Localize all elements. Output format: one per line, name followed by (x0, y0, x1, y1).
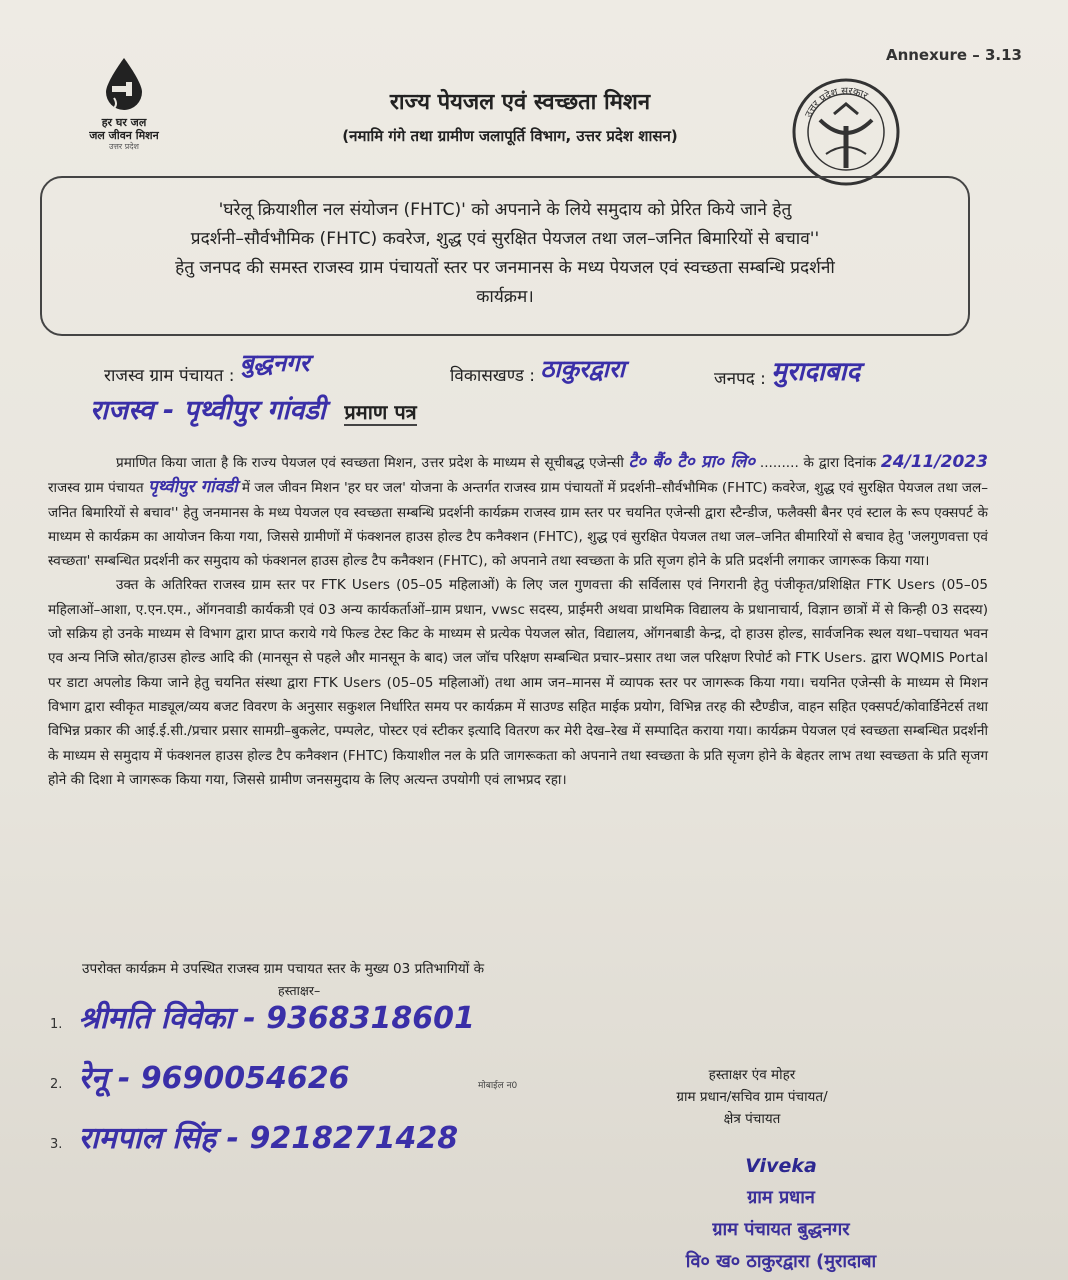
block-field (450, 356, 625, 389)
paragraph-2: उक्त के अतिरिक्त राजस्व ग्राम स्तर पर FTK Users (05–05 महिलाओं) के लिए जल गुणवत्ता की सर्विलास एवं निगरानी हेतु पंजीकृत/प्रशिक्षित FTK Users (05–05 महिलाओं–आशा, ए.एन.एम., ऑगनवाडी कार्यकत्री एवं 03 अन्य कार्यकर्ताओं–ग्राम प्रधान, vwsc सदस्य, प्राईमरी अथवा प्राथमिक विद्यालय के प्रधानाचार्य, विज्ञान छात्रों में से किन्ही 03 सदस्य) जो सक्रिय हो उनके माध्यम से विभाग द्वारा प्राप्त कराये गये फिल्ड टेस्ट किट के माध्यम से प्रत्येक पेयजल स्रोत, विद्यालय, ऑगनबाडी केन्द्र, दो हाउस होल्ड, सार्वजनिक स्थल यथा–पचायत भवन एव अन्य निजि स्रोत/हाउस होल्ड आदि की (मानसून से पहले और मानसून के बाद) जल जॉच परिक्षण सम्बन्धित प्रचार–प्रसार तथा जल परिक्षण रिपोर्ट को FTK Users. द्वारा WQMIS Portal पर डाटा अपलोड किया जाने हेतु चयनित संस्था द्वारा FTK Users (05–05 महिलाओं) तथा आम जन–मानस में व्यापक स्तर पर जागरूक किया गया। चयनित एजेन्सी के माध्यम से मिशन विभाग द्वारा स्वीकृत माड्यूल/व्यय बजट विवरण के अनुसार सकुशल निर्धारित समय पर कार्यक्रम में साउण्ड सहित माईक प्रयोग, विभिन्न तरह की स्टैण्डीज, वाहन सहित एक्सपर्ट/कोवार्डिनेटर्स तथा विभिन्न प्रकार की आई.ई.सी./प्रचार प्रसार सामग्री–बुकलेट, पम्पलेट, पोस्टर एवं स्टीकर इत्यादि वितरण कर मेरी देख–रेख में सम्पादित कराया गया। कार्यक्रम पेयजल एवं स्वच्छता सम्बन्धित प्रदर्शनी के माध्यम से समुदाय में फंक्शनल हाउस होल्ड टैप कनैक्शन (FHTC) कियाशील नल के प्रति जागरूकता को अपनाने तथा स्वच्छता के प्रति सृजग होने के बेहतर लाभ तथा स्वच्छता के प्रति सृजग होने की दिशा मे जागरूक किया गया, जिससे ग्रामीण जनसमुदाय के लिए अत्यन्त उपयोगी एवं लाभप्रद रहा। (48, 577, 988, 788)
box-line-4: कार्यक्रम। (476, 287, 534, 307)
box-line-2: प्रदर्शनी–सौर्वभौमिक (FHTC) कवरेज, शुद्ध एवं सुरक्षित पेयजल तथा जल–जनित बिमारियों से बचाव'' (190, 229, 820, 249)
box-line-1: 'घरेलू क्रियाशील नल संयोजन (FHTC)' को अपनाने के लिये समुदाय को प्रेरित किये जाने हेतु (218, 200, 792, 220)
seal-line-3: क्षेत्र पंचायत (723, 1111, 781, 1127)
mobile-label: मोबाईल न0 (478, 1081, 518, 1091)
seal-line-2: ग्राम प्रधान/सचिव ग्राम पंचायत/ (676, 1089, 828, 1105)
district-value: मुरादाबाद (771, 357, 861, 387)
handwritten-signature: रामपाल सिंह - 9218271428 (78, 1121, 459, 1156)
block-value: ठाकुरद्वारा (540, 355, 625, 383)
agency-name: टै० बैं० टै० प्रा० लि० (628, 452, 756, 472)
certificate-body (48, 450, 988, 792)
logo-line-1: हर घर जल (101, 116, 147, 129)
stamp-line-1: ग्राम प्रधान (747, 1187, 815, 1208)
signature-number: 3. (50, 1137, 63, 1152)
seal-line-1: हस्ताक्षर एंव मोहर (708, 1067, 796, 1083)
village-name: पृथ्वीपुर गांवडी (147, 477, 238, 498)
emblem-text: उत्तर प्रदेश सरकार (803, 85, 870, 120)
gram-panchayat-label: राजस्व ग्राम पंचायत : (104, 366, 235, 386)
header-title: राज्य पेयजल एवं स्वच्छता मिशन (389, 90, 651, 115)
pradhan-signature: Viveka (745, 1155, 817, 1177)
seal-caption (622, 1064, 882, 1130)
gram-panchayat-value: बुद्धनगर (239, 349, 310, 377)
certificate-title (90, 390, 417, 427)
program-title-box (40, 176, 970, 336)
p1-text-d: में जल जीवन मिशन 'हर घर जल' योजना के अन्तर्गत राजस्व ग्राम पंचायतों में प्रदर्शनी–सौर्वभौमिक (FHTC) कवरेज, शुद्ध एवं सुरक्षित पेयजल तथा जल–जनित बिमारियों से बचाव'' हेतु जनमानस के मध्य पेयजल एव स्वच्छता सम्बन्धि प्रदर्शनी कार्यक्रम राजस्व ग्राम स्तर पर चयनित एजेन्सी द्वारा स्टैन्डीज, फलैक्सी बैनर एवं स्टाल के रूप एक्सपर्ट के माध्यम से कार्यक्रम का आयोजन किया गया, जिससे ग्रामीणों में फंक्शनल हाउस होल्ड टैप कनैक्शन (FHTC), शुद्ध एवं सुरक्षित पेयजल तथा जल–जनित बीमारियों से बचाव हेतु 'जलगुणवत्ता एवं स्वच्छता' सम्बन्धित प्रदर्शनी कर समुदाय को फंक्शनल हाउस होल्ड टैप कनैक्शन (FHTC), को अपनाने तथा स्वच्छता के प्रति सृजग होने के प्रति प्रदर्शनी लगाकर जागरूक किया गया। (48, 480, 988, 570)
box-line-3: हेतु जनपद की समस्त राजस्व ग्राम पंचायतों स्तर पर जनमानस के मध्य पेयजल एवं स्वच्छता सम्बन्धि प्रदर्शनी (175, 258, 835, 278)
district-field (714, 356, 860, 392)
jal-jeevan-mission-logo (76, 56, 172, 152)
participant-signature-1 (50, 996, 475, 1037)
certificate-heading: प्रमाण पत्र (344, 400, 417, 424)
stamp-line-3: वि० ख० ठाकुरद्वारा (मुरादाबा (685, 1251, 877, 1272)
logo-line-3: उत्तर प्रदेश (109, 142, 139, 151)
header-subtitle: (नमामि गंगे तथा ग्रामीण जलापूर्ति विभाग, उत्तर प्रदेश शासन) (342, 127, 678, 145)
block-label: विकासखण्ड : (450, 366, 536, 386)
p1-text-b: ......... के द्वारा दिनांक (759, 455, 877, 471)
gram-panchayat-field (104, 349, 310, 389)
pradhan-stamp (636, 1150, 926, 1278)
signature-number: 2. (50, 1077, 63, 1092)
program-date: 24/11/2023 (880, 452, 988, 472)
participant-signature-2 (50, 1056, 350, 1097)
handwritten-village: राजस्व - पृथ्वीपुर गांवडी (90, 395, 326, 426)
signature-number: 1. (50, 1017, 63, 1032)
annexure-label: Annexure – 3.13 (885, 46, 1022, 64)
handwritten-signature: रेनू - 9690054626 (78, 1061, 350, 1096)
signature-label: हस्ताक्षर– (278, 983, 321, 998)
stamp-line-2: ग्राम पंचायत बुद्धनगर (712, 1219, 850, 1240)
handwritten-signature: श्रीमति विवेका - 9368318601 (78, 1001, 475, 1036)
p1-text-a: प्रमाणित किया जाता है कि राज्य पेयजल एवं स्वच्छता मिशन, उत्तर प्रदेश के माध्यम से सूचीबद्ध एजेन्सी (116, 455, 624, 471)
p1-text-c: राजस्व ग्राम पंचायत (48, 480, 144, 497)
paragraph-1 (48, 450, 988, 573)
participants-intro: उपरोक्त कार्यक्रम मे उपस्थित राजस्व ग्राम पचायत स्तर के मुख्य 03 प्रतिभागियों के (82, 961, 485, 977)
water-tap-drop-icon (102, 56, 146, 112)
logo-line-2: जल जीवन मिशन (89, 129, 159, 142)
participant-signature-3 (50, 1116, 458, 1157)
district-label: जनपद : (714, 369, 766, 389)
